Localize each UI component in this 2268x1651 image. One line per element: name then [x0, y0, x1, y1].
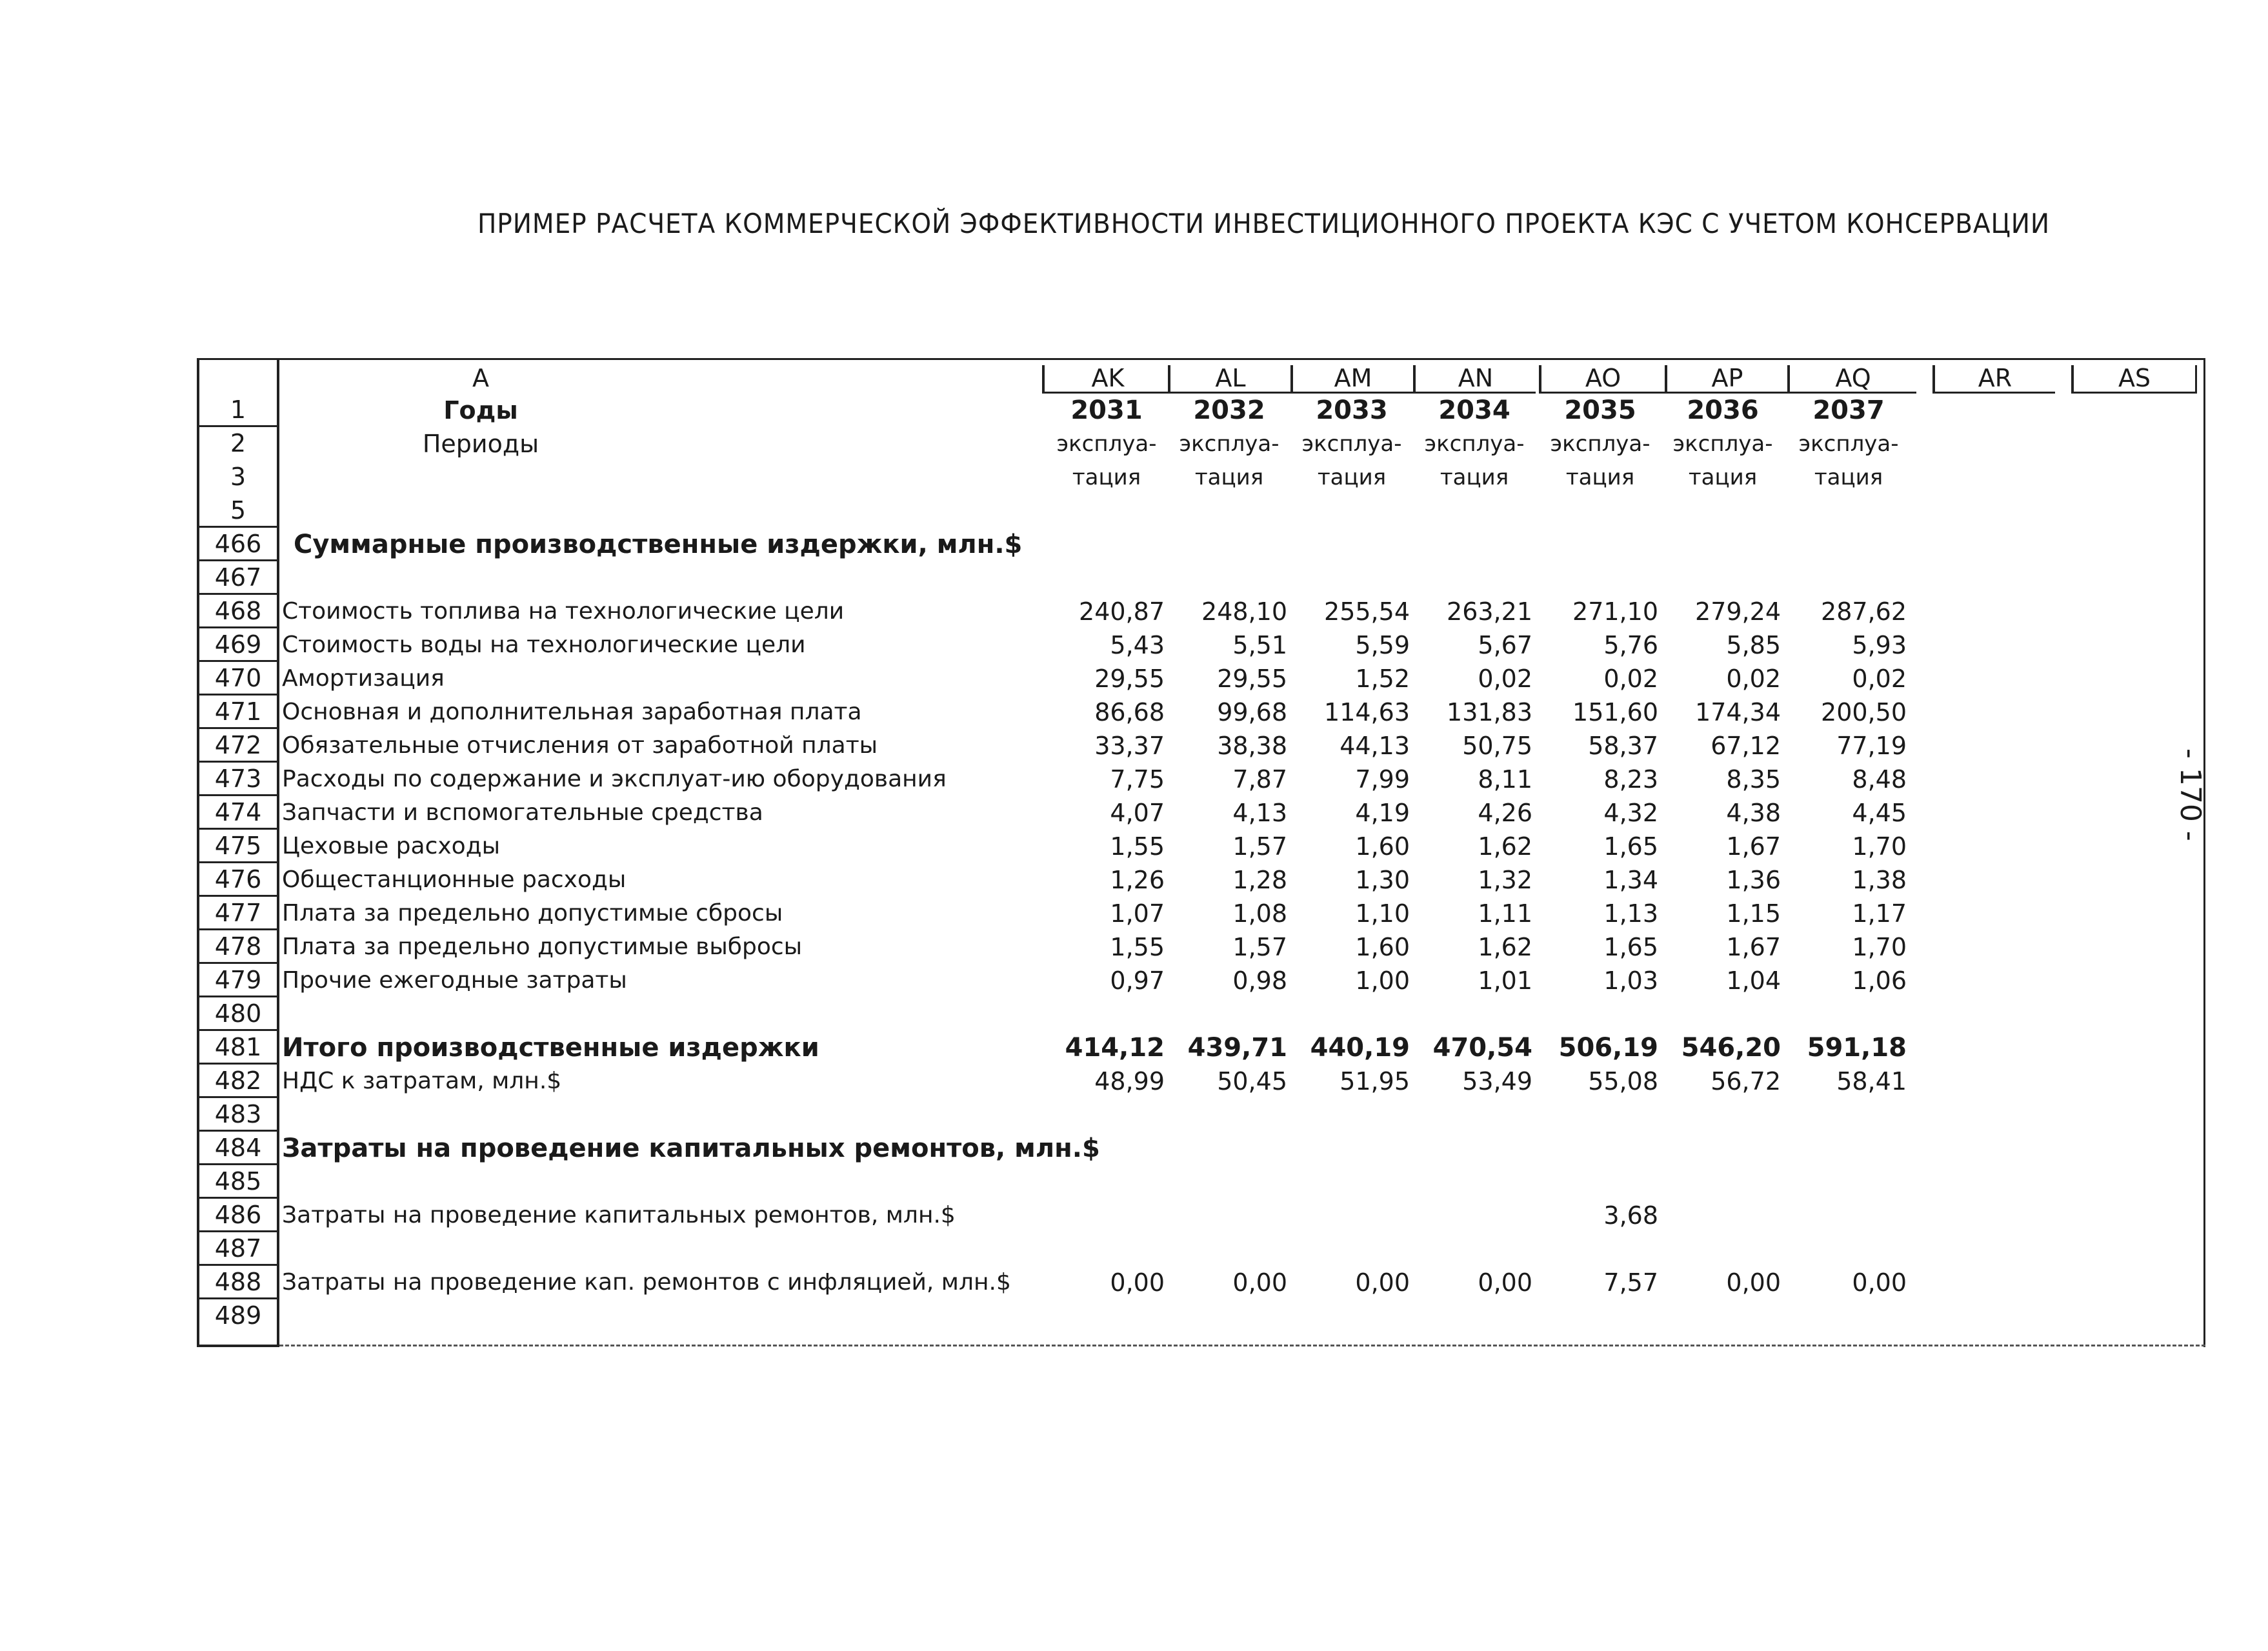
cost-value: 4,38: [1726, 799, 1781, 827]
cost-value: 1,38: [1852, 866, 1907, 894]
cost-value: 4,07: [1110, 799, 1165, 827]
row-number[interactable]: 472: [199, 729, 277, 763]
period-line2: тация: [1072, 465, 1141, 490]
cost-value: 1,36: [1726, 866, 1781, 894]
cost-value: 1,60: [1355, 832, 1410, 861]
row-number[interactable]: 488: [199, 1266, 277, 1299]
cost-value: 287,62: [1821, 597, 1907, 626]
row-number[interactable]: 2: [230, 429, 246, 457]
period-line2: тация: [1688, 465, 1758, 490]
page-number: - 170 -: [2174, 748, 2207, 841]
repair-row-label: Затраты на проведение капитальных ремонтов, млн.$: [282, 1202, 956, 1228]
row-number[interactable]: 1: [199, 394, 277, 427]
cost-value: 1,67: [1726, 933, 1781, 961]
row-number[interactable]: 480: [199, 997, 277, 1031]
period-line1: эксплуа-: [1672, 431, 1773, 457]
cost-row-label: Основная и дополнительная заработная плата: [282, 699, 862, 725]
vat-row-label: НДС к затратам, млн.$: [282, 1068, 562, 1094]
total-value: 440,19: [1310, 1033, 1410, 1063]
cost-value: 0,98: [1232, 966, 1287, 995]
total-value: 506,19: [1558, 1033, 1658, 1063]
cost-value: 0,97: [1110, 966, 1165, 995]
cost-value: 0,02: [1603, 665, 1658, 693]
column-header-aq[interactable]: AQ: [1787, 365, 1916, 394]
row-number[interactable]: 475: [199, 830, 277, 863]
cost-value: 1,55: [1110, 832, 1165, 861]
column-header-ar[interactable]: AR: [1932, 365, 2055, 394]
cost-value: 5,93: [1852, 631, 1907, 659]
cost-value: 4,13: [1232, 799, 1287, 827]
row-number[interactable]: 5: [199, 494, 277, 528]
cost-row-label: Цеховые расходы: [282, 833, 501, 859]
total-value: 591,18: [1807, 1033, 1907, 1063]
row-number[interactable]: 484: [199, 1132, 277, 1165]
row-number[interactable]: 466: [199, 528, 277, 561]
cost-value: 8,35: [1726, 765, 1781, 794]
year-2037: 2037: [1812, 395, 1885, 425]
column-header-ao[interactable]: AO: [1539, 365, 1665, 394]
cost-value: 7,99: [1355, 765, 1410, 794]
repair-inflation-value: 0,00: [1110, 1268, 1165, 1297]
cost-value: 4,19: [1355, 799, 1410, 827]
cost-value: 248,10: [1201, 597, 1287, 626]
cost-value: 1,15: [1726, 899, 1781, 928]
cost-value: 1,07: [1110, 899, 1165, 928]
row-number[interactable]: 487: [199, 1232, 277, 1266]
repair-value: 3,68: [1603, 1201, 1658, 1230]
cost-value: 279,24: [1695, 597, 1781, 626]
repair-inflation-value: 0,00: [1726, 1268, 1781, 1297]
cost-value: 0,02: [1852, 665, 1907, 693]
year-2033: 2033: [1316, 395, 1388, 425]
cost-row-label: Обязательные отчисления от заработной платы: [282, 732, 878, 759]
cost-value: 29,55: [1094, 665, 1165, 693]
cost-value: 255,54: [1324, 597, 1410, 626]
cost-value: 1,62: [1478, 832, 1532, 861]
row-number[interactable]: 485: [199, 1165, 277, 1199]
cost-value: 4,26: [1478, 799, 1532, 827]
period-line2: тация: [1565, 465, 1635, 490]
column-header-am[interactable]: AM: [1290, 365, 1413, 394]
row-number[interactable]: 478: [199, 930, 277, 964]
cost-value: 1,11: [1478, 899, 1532, 928]
period-line1: эксплуа-: [1179, 431, 1280, 457]
cost-value: 8,23: [1603, 765, 1658, 794]
period-line2: тация: [1317, 465, 1387, 490]
column-header-al[interactable]: AL: [1168, 365, 1290, 394]
cost-value: 33,37: [1094, 732, 1165, 760]
row-number[interactable]: 486: [199, 1199, 277, 1232]
cost-value: 0,02: [1478, 665, 1532, 693]
row-number[interactable]: 471: [199, 695, 277, 729]
vat-value: 50,45: [1217, 1067, 1287, 1096]
cost-value: 8,11: [1478, 765, 1532, 794]
cost-row-label: Амортизация: [282, 665, 445, 692]
total-value: 439,71: [1187, 1033, 1287, 1063]
cost-value: 1,08: [1232, 899, 1287, 928]
row-number[interactable]: 474: [199, 796, 277, 830]
vat-value: 58,41: [1836, 1067, 1907, 1096]
year-2036: 2036: [1687, 395, 1759, 425]
periods-label: Периоды: [422, 430, 539, 458]
cost-value: 5,76: [1603, 631, 1658, 659]
spreadsheet: [197, 358, 2205, 1347]
cost-value: 174,34: [1695, 698, 1781, 726]
year-2032: 2032: [1193, 395, 1265, 425]
column-header-a[interactable]: A: [472, 364, 489, 392]
cost-value: 29,55: [1217, 665, 1287, 693]
row-number[interactable]: 483: [199, 1098, 277, 1132]
column-header-as[interactable]: AS: [2071, 365, 2197, 394]
year-2034: 2034: [1438, 395, 1510, 425]
years-label: Годы: [443, 396, 518, 425]
cost-value: 263,21: [1447, 597, 1532, 626]
cost-value: 1,03: [1603, 966, 1658, 995]
row-number[interactable]: 481: [199, 1031, 277, 1065]
cost-value: 7,87: [1232, 765, 1287, 794]
row-number[interactable]: 482: [199, 1065, 277, 1098]
cost-value: 86,68: [1094, 698, 1165, 726]
row-number[interactable]: 468: [199, 595, 277, 628]
cost-value: 271,10: [1572, 597, 1658, 626]
period-line1: эксплуа-: [1424, 431, 1525, 457]
cost-value: 1,60: [1355, 933, 1410, 961]
cost-value: 1,34: [1603, 866, 1658, 894]
row-number-column: [197, 360, 279, 1347]
row-number[interactable]: 469: [199, 628, 277, 662]
vat-value: 55,08: [1588, 1067, 1658, 1096]
cost-value: 1,57: [1232, 832, 1287, 861]
cost-value: 1,30: [1355, 866, 1410, 894]
cost-row-label: Общестанционные расходы: [282, 866, 627, 893]
cost-row-label: Стоимость воды на технологические цели: [282, 632, 806, 658]
total-value: 546,20: [1681, 1033, 1781, 1063]
row-number[interactable]: 489: [214, 1301, 262, 1330]
cost-value: 1,57: [1232, 933, 1287, 961]
row-number[interactable]: 3: [230, 463, 246, 491]
cost-value: 1,70: [1852, 933, 1907, 961]
cost-value: 1,70: [1852, 832, 1907, 861]
cost-value: 1,62: [1478, 933, 1532, 961]
column-header-ap[interactable]: AP: [1665, 365, 1787, 394]
cost-value: 58,37: [1588, 732, 1658, 760]
repair-inflation-value: 7,57: [1603, 1268, 1658, 1297]
cost-value: 1,13: [1603, 899, 1658, 928]
cost-value: 5,67: [1478, 631, 1532, 659]
cost-value: 131,83: [1447, 698, 1532, 726]
cost-value: 5,43: [1110, 631, 1165, 659]
cost-value: 1,01: [1478, 966, 1532, 995]
page-title: ПРИМЕР РАСЧЕТА КОММЕРЧЕСКОЙ ЭФФЕКТИВНОСТИ ИНВЕСТИЦИОННОГО ПРОЕКТА КЭС С УЧЕТОМ КОНСЕРВАЦИИ: [477, 208, 2051, 239]
cost-value: 5,59: [1355, 631, 1410, 659]
cost-value: 8,48: [1852, 765, 1907, 794]
cost-value: 1,65: [1603, 832, 1658, 861]
section-title-production-costs: Суммарные производственные издержки, млн.$: [294, 530, 1023, 559]
cost-value: 151,60: [1572, 698, 1658, 726]
year-2035: 2035: [1564, 395, 1636, 425]
cost-value: 1,55: [1110, 933, 1165, 961]
period-line2: тация: [1194, 465, 1264, 490]
row-number[interactable]: 473: [199, 763, 277, 796]
cost-value: 38,38: [1217, 732, 1287, 760]
cost-value: 50,75: [1462, 732, 1532, 760]
cost-value: 99,68: [1217, 698, 1287, 726]
cost-value: 1,26: [1110, 866, 1165, 894]
period-line1: эксплуа-: [1056, 431, 1157, 457]
row-number[interactable]: 479: [199, 964, 277, 997]
cost-value: 4,32: [1603, 799, 1658, 827]
cost-row-label: Плата за предельно допустимые выбросы: [282, 934, 803, 960]
cost-value: 4,45: [1852, 799, 1907, 827]
year-2031: 2031: [1070, 395, 1143, 425]
row-number[interactable]: 470: [199, 662, 277, 695]
repair-inflation-value: 0,00: [1232, 1268, 1287, 1297]
period-line1: эксплуа-: [1798, 431, 1899, 457]
cost-value: 1,06: [1852, 966, 1907, 995]
cost-value: 44,13: [1340, 732, 1410, 760]
cost-value: 200,50: [1821, 698, 1907, 726]
cost-value: 240,87: [1079, 597, 1165, 626]
cost-row-label: Запчасти и вспомогательные средства: [282, 799, 763, 826]
cost-value: 1,10: [1355, 899, 1410, 928]
cost-value: 1,67: [1726, 832, 1781, 861]
cost-row-label: Прочие ежегодные затраты: [282, 967, 627, 994]
cost-value: 1,17: [1852, 899, 1907, 928]
period-line2: тация: [1814, 465, 1883, 490]
cost-row-label: Стоимость топлива на технологические цели: [282, 598, 845, 625]
cost-value: 1,65: [1603, 933, 1658, 961]
period-line1: эксплуа-: [1550, 431, 1651, 457]
cost-row-label: Плата за предельно допустимые сбросы: [282, 900, 783, 926]
column-header-an[interactable]: AN: [1413, 365, 1536, 394]
section-title-capital-repairs: Затраты на проведение капитальных ремонтов, млн.$: [282, 1134, 1100, 1163]
row-number[interactable]: 477: [199, 897, 277, 930]
total-row-label: Итого производственные издержки: [282, 1033, 819, 1063]
period-line2: тация: [1440, 465, 1509, 490]
column-header-ak[interactable]: AK: [1042, 365, 1171, 394]
cost-value: 0,02: [1726, 665, 1781, 693]
total-value: 414,12: [1065, 1033, 1165, 1063]
repair-inflation-value: 0,00: [1852, 1268, 1907, 1297]
row-number[interactable]: 467: [199, 561, 277, 595]
vat-value: 51,95: [1340, 1067, 1410, 1096]
row-number[interactable]: 476: [199, 863, 277, 897]
cost-value: 7,75: [1110, 765, 1165, 794]
cost-value: 67,12: [1711, 732, 1781, 760]
cost-value: 1,28: [1232, 866, 1287, 894]
vat-value: 53,49: [1462, 1067, 1532, 1096]
total-value: 470,54: [1432, 1033, 1532, 1063]
cost-value: 5,85: [1726, 631, 1781, 659]
cost-value: 1,52: [1355, 665, 1410, 693]
cost-value: 1,32: [1478, 866, 1532, 894]
vat-value: 56,72: [1711, 1067, 1781, 1096]
cost-row-label: Расходы по содержание и эксплуат-ию оборудования: [282, 766, 947, 792]
repair-inflation-value: 0,00: [1478, 1268, 1532, 1297]
cost-value: 114,63: [1324, 698, 1410, 726]
repair-inflation-value: 0,00: [1355, 1268, 1410, 1297]
cost-value: 5,51: [1232, 631, 1287, 659]
bottom-border: [279, 1345, 2205, 1346]
period-line1: эксплуа-: [1301, 431, 1402, 457]
cost-value: 1,04: [1726, 966, 1781, 995]
cost-value: 77,19: [1836, 732, 1907, 760]
repair-inflation-row-label: Затраты на проведение кап. ремонтов с инфляцией, млн.$: [282, 1269, 1011, 1296]
vat-value: 48,99: [1094, 1067, 1165, 1096]
cost-value: 1,00: [1355, 966, 1410, 995]
